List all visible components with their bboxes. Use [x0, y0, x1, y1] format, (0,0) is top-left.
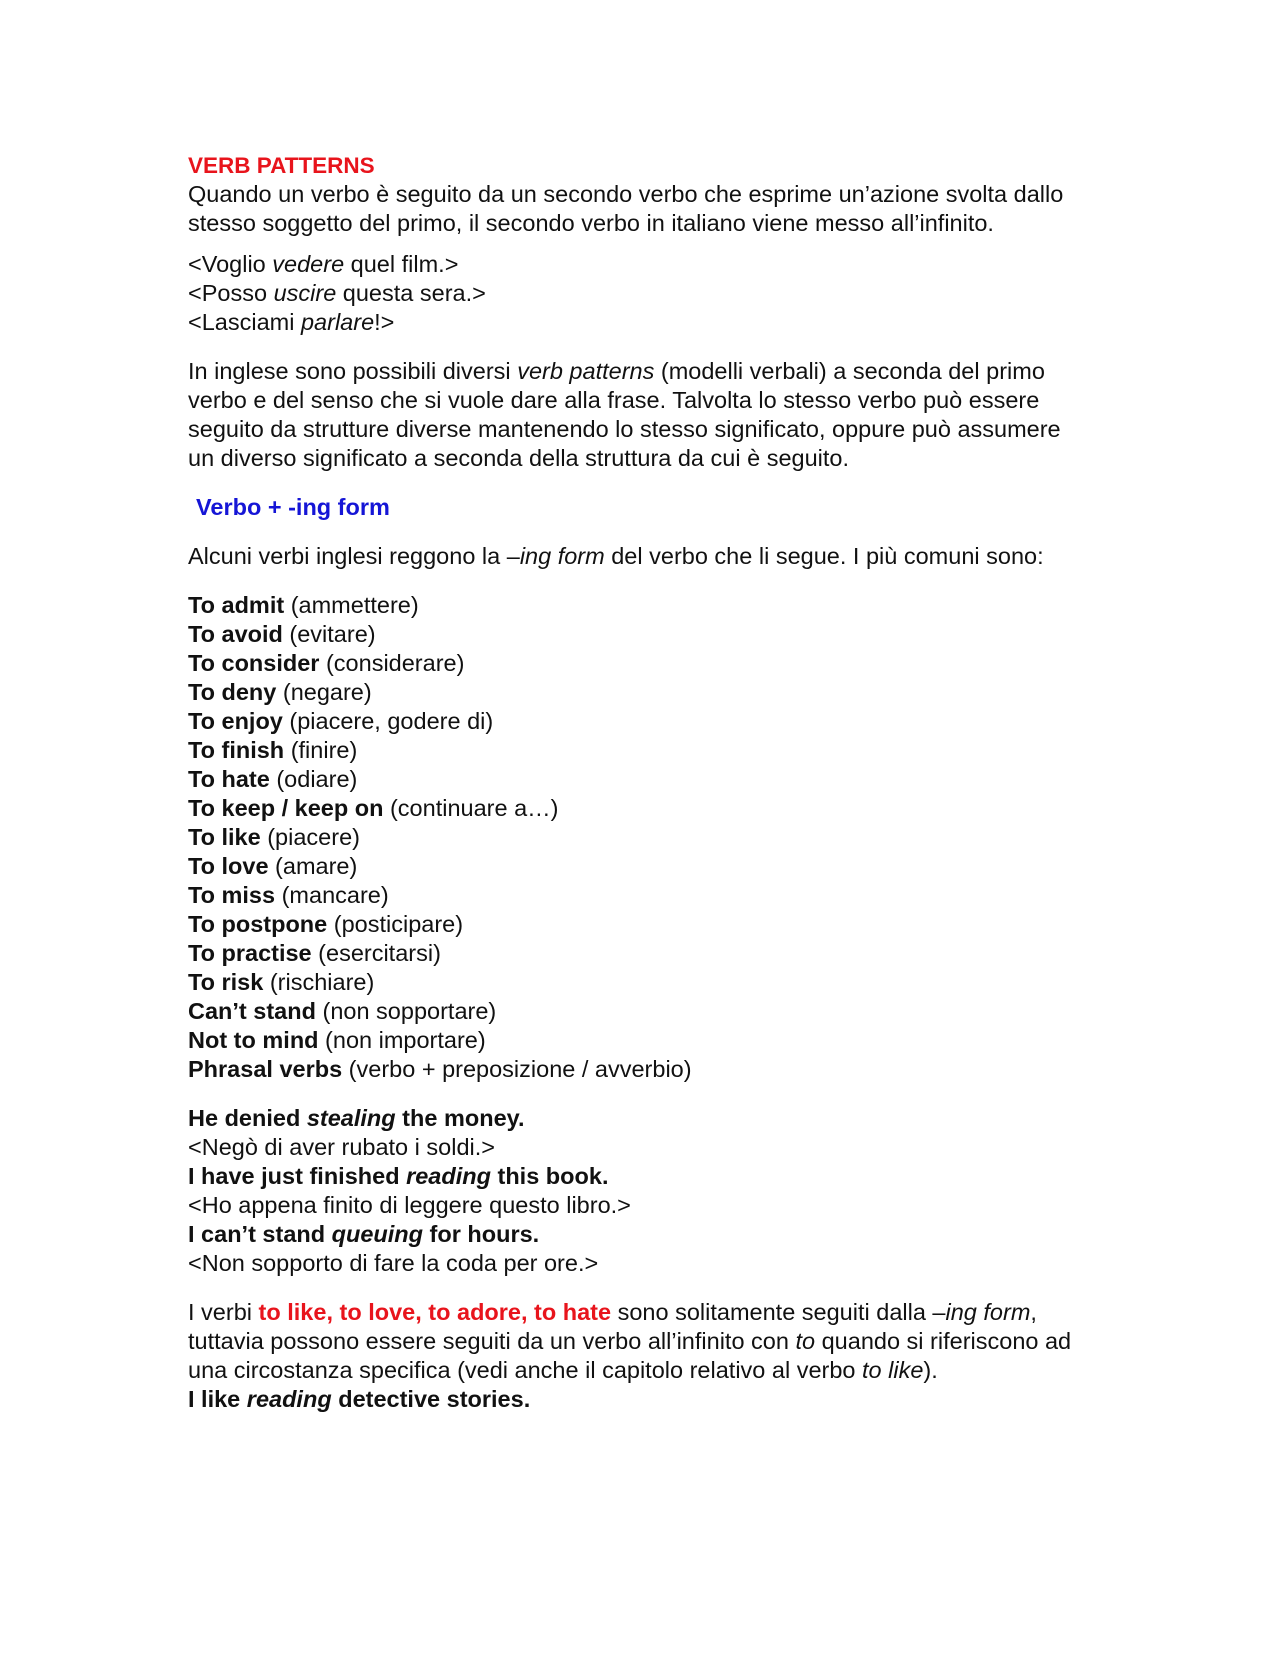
verb-list-item: To deny (negare) — [188, 679, 372, 705]
example-sentence: I can’t stand queuing for hours. — [188, 1221, 540, 1247]
verb-list-item: To finish (finire) — [188, 737, 358, 763]
example-sentence: He denied stealing the money. — [188, 1105, 525, 1131]
highlighted-verbs: to like, to love, to adore, to hate — [258, 1299, 612, 1325]
document-page — [188, 152, 1088, 1414]
verb-list-item: To admit (ammettere) — [188, 592, 419, 618]
verb-list — [188, 591, 1088, 1084]
verb-list-item: To practise (esercitarsi) — [188, 940, 441, 966]
verb-list-item: To risk (rischiare) — [188, 969, 375, 995]
example-sentence: I have just finished reading this book. — [188, 1163, 609, 1189]
verb-list-item: To consider (considerare) — [188, 650, 465, 676]
note-paragraph: I verbi to like, to love, to adore, to hate sono solitamente seguiti dalla –ing form, tuttavia possono essere seguiti da un verbo all’infinito con to quando si riferiscono ad una circostanza specifica (vedi anche il capitolo relativo al verbo to like). — [188, 1299, 1072, 1383]
verb-patterns-paragraph: In inglese sono possibili diversi verb patterns (modelli verbali) a seconda del primo verbo e del senso che si vuole dare alla frase. Talvolta lo stesso verbo può essere seguito da strutture diverse mantenendo lo stesso significato, oppure può assumere un diverso significato a seconda della struttura da cui è seguito. — [188, 358, 1061, 471]
page-title: VERB PATTERNS — [188, 153, 375, 178]
verb-list-item: Phrasal verbs (verbo + preposizione / avverbio) — [188, 1056, 692, 1082]
italian-example: <Posso uscire questa sera.> — [188, 280, 486, 306]
verb-list-item: To miss (mancare) — [188, 882, 389, 908]
verb-list-item: To postpone (posticipare) — [188, 911, 464, 937]
verb-list-item: To avoid (evitare) — [188, 621, 376, 647]
section-intro: Alcuni verbi inglesi reggono la –ing form del verbo che li segue. I più comuni sono: — [188, 543, 1044, 569]
verb-list-item: Can’t stand (non sopportare) — [188, 998, 497, 1024]
english-examples — [188, 1104, 1088, 1278]
verb-list-item: To like (piacere) — [188, 824, 360, 850]
italian-example: <Voglio vedere quel film.> — [188, 251, 459, 277]
italian-example: <Lasciami parlare!> — [188, 309, 395, 335]
verb-list-item: To enjoy (piacere, godere di) — [188, 708, 494, 734]
intro-paragraph: Quando un verbo è seguito da un secondo verbo che esprime un’azione svolta dallo stesso soggetto del primo, il secondo verbo in italiano viene messo all’infinito. — [188, 181, 1064, 236]
example-translation: <Non sopporto di fare la coda per ore.> — [188, 1250, 599, 1276]
example-translation: <Ho appena finito di leggere questo libro.> — [188, 1192, 631, 1218]
italian-examples — [188, 250, 1088, 337]
section-heading: Verbo + -ing form — [196, 494, 390, 520]
example-translation: <Negò di aver rubato i soldi.> — [188, 1134, 495, 1160]
verb-list-item: To keep / keep on (continuare a…) — [188, 795, 559, 821]
verb-list-item: To love (amare) — [188, 853, 358, 879]
verb-list-item: To hate (odiare) — [188, 766, 358, 792]
verb-list-item: Not to mind (non importare) — [188, 1027, 486, 1053]
last-example: I like reading detective stories. — [188, 1386, 531, 1412]
